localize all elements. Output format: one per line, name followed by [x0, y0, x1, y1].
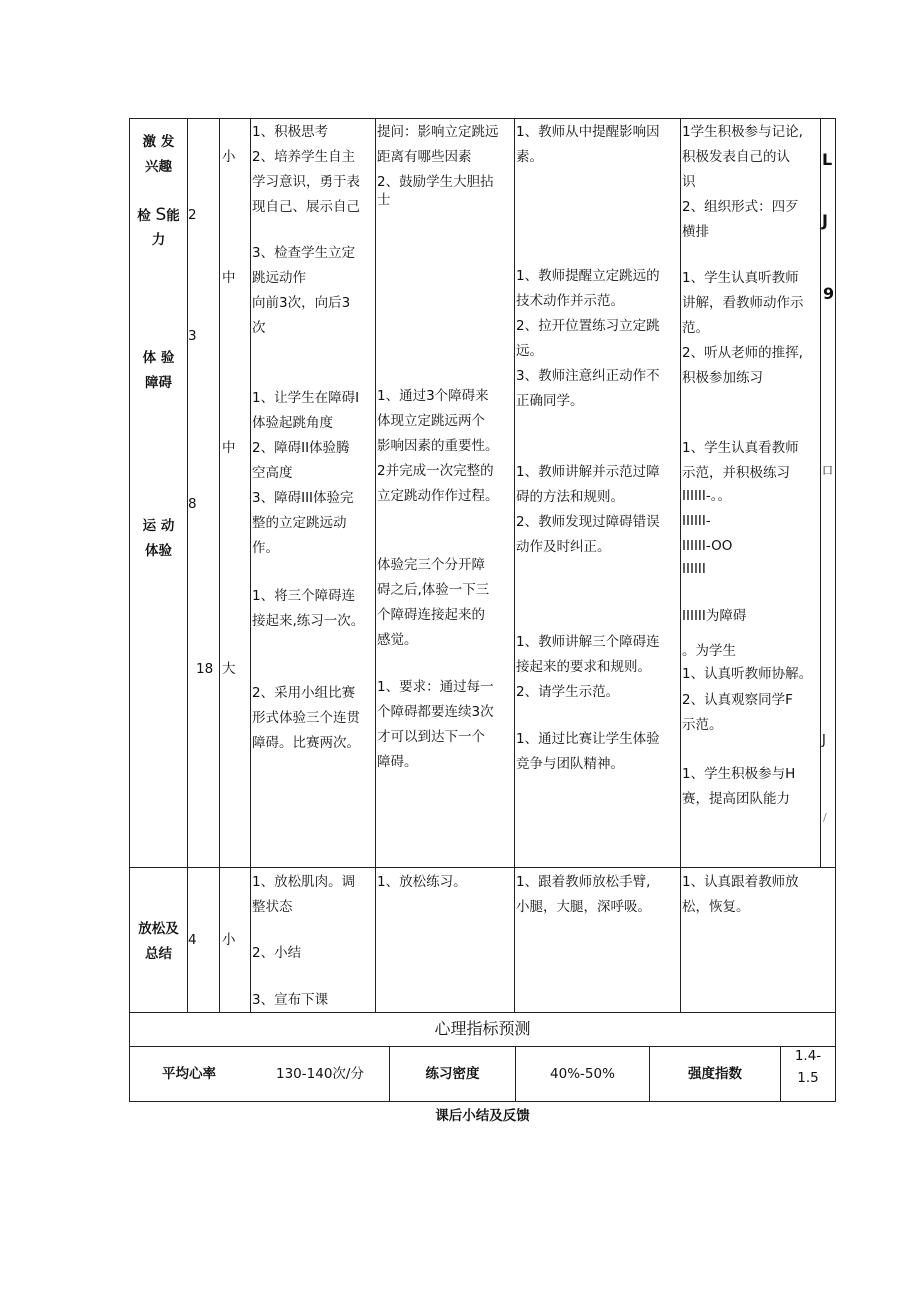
side-mark: J	[822, 211, 828, 230]
col-divider-intensity	[219, 118, 220, 1012]
goal-line: 1、积极思考	[252, 124, 329, 140]
goal-line: 2、障碍II体验腾	[252, 440, 350, 456]
student-line: 1、认真听教师协解。	[682, 666, 813, 682]
student-line: 识	[682, 174, 696, 190]
student-line: 范。	[682, 320, 709, 336]
goal-line: 3、检查学生立定	[252, 245, 356, 261]
goal-line: 体验起跳角度	[252, 415, 333, 431]
teacher-line: 2、教师发现过障碍错误	[516, 514, 660, 530]
goal-line: 作。	[252, 540, 279, 556]
side-mark: 口	[822, 464, 833, 477]
content-line: 碍之后,体验一下三	[377, 582, 490, 598]
student-line: IIIIII为障碍	[682, 608, 747, 624]
student-line: 横排	[682, 224, 709, 240]
row-divider-psych-heading	[129, 1012, 836, 1013]
avg-heart-rate-label: 平均心率	[162, 1066, 216, 1082]
content-line: 2并完成一次完整的	[377, 463, 494, 479]
student-line: 。为学生	[682, 643, 736, 659]
relax-teacher-line: 1、跟着教师放松手臂,	[516, 874, 651, 890]
relax-goal-line: 整状态	[252, 899, 293, 915]
table-bottom-border	[129, 1101, 836, 1102]
goal-line: 学习意识，勇于表	[252, 174, 360, 190]
goal-line: 接起来,练习一次。	[252, 613, 365, 629]
content-line: 立定跳动作作过程。	[377, 488, 499, 504]
time-value: 4	[188, 932, 197, 948]
student-line: IIIIII	[682, 561, 706, 577]
density-value: 40%-50%	[550, 1066, 615, 1082]
student-line: 1、学生认真看教师	[682, 440, 799, 456]
student-line: 1、学生积极参与H	[682, 766, 796, 782]
teacher-line: 1、教师从中提醒影响因	[516, 124, 660, 140]
content-line: 1、要求：通过每一	[377, 679, 494, 695]
after-class-summary-title: 课后小结及反馈	[435, 1108, 530, 1124]
goal-line: 空高度	[252, 465, 293, 481]
student-line: IIIIII-OO	[682, 538, 733, 554]
teacher-line: 素。	[516, 149, 543, 165]
label-line: 运 动	[142, 518, 175, 534]
col-divider-time	[187, 118, 188, 1012]
label-part: 能	[166, 208, 180, 224]
side-mark: L	[822, 150, 833, 169]
teacher-line: 1、教师讲解并示范过障	[516, 464, 660, 480]
teacher-line: 2、拉开位置练习立定跳	[516, 318, 660, 334]
intensity-index-value-line2: 1.5	[797, 1070, 819, 1086]
content-line: 体验完三个分开障	[377, 557, 485, 573]
content-line: 距离有哪些因素	[377, 149, 472, 165]
content-line: 体现立定跳远两个	[377, 413, 485, 429]
row-divider-relax	[129, 867, 836, 868]
teacher-line: 碍的方法和规则。	[516, 489, 624, 505]
teacher-line: 远。	[516, 343, 543, 359]
relax-content-line: 1、放松练习。	[377, 874, 467, 890]
psych-heading: 心理指标预测	[434, 1019, 531, 1038]
side-mark: 9	[823, 284, 835, 303]
goal-line: 向前3次，向后3	[252, 295, 351, 311]
teacher-line: 正确同学。	[516, 393, 584, 409]
goal-line: 1、让学生在障碍I	[252, 390, 360, 406]
intensity-value: 小	[222, 149, 236, 165]
content-line: 提问：影响立定跳远	[377, 124, 499, 140]
relax-goal-line: 3、宣布下课	[252, 992, 329, 1008]
content-line: 2、鼓励学生大胆拈	[377, 174, 494, 190]
goal-line: 1、将三个障碍连	[252, 588, 356, 604]
teacher-line: 1、通过比赛让学生体验	[516, 731, 660, 747]
goal-line: 整的立定跳远动	[252, 515, 347, 531]
relax-student-line: 松，恢复。	[682, 899, 750, 915]
student-line: 2、听从老师的推挥,	[682, 345, 803, 361]
student-line: 示范。	[682, 717, 723, 733]
teacher-line: 2、请学生示范。	[516, 684, 620, 700]
time-value: 2	[188, 207, 197, 223]
content-line: 感觉。	[377, 632, 418, 648]
side-mark: J	[822, 733, 826, 748]
content-line: 个障碍连接起来的	[377, 607, 485, 623]
goal-line: 形式体验三个连贯	[252, 710, 360, 726]
label-line: 障碍	[145, 375, 172, 391]
intensity-value: 中	[222, 440, 236, 456]
student-line: 积极参加练习	[682, 370, 763, 386]
goal-line: 3、障碍III体验完	[252, 490, 354, 506]
teacher-line: 1、教师讲解三个障碍连	[516, 634, 660, 650]
col-divider-content	[375, 118, 376, 1012]
table-top-border	[129, 118, 836, 119]
student-line: 2、组织形式：四歹	[682, 199, 799, 215]
student-line: 示范，并积极练习	[682, 465, 790, 481]
label-line: 总结	[145, 946, 172, 962]
label-line: 力	[151, 232, 166, 248]
label-line: 放松及	[138, 921, 179, 937]
student-line: 赛，提高团队能力	[682, 791, 790, 807]
col-divider-student	[680, 118, 681, 1012]
col-divider-teacher	[514, 118, 515, 1012]
avg-heart-rate-value: 130-140次/分	[276, 1066, 364, 1082]
label-part: 检	[137, 208, 151, 224]
content-line: 1、通过3个障碍来	[377, 388, 489, 404]
relax-goal-line: 1、放松肌肉。调	[252, 874, 356, 890]
student-line: IIIIII-。。	[682, 488, 732, 504]
intensity-value: 中	[222, 270, 236, 286]
student-line: 积极发表自己的认	[682, 149, 790, 165]
content-line: 影响因素的重要性。	[377, 438, 499, 454]
teacher-line: 3、教师注意纠正动作不	[516, 368, 660, 384]
relax-teacher-line: 小腿，大腿，深呼吸。	[516, 899, 651, 915]
student-line: IIIIII-	[682, 513, 711, 529]
row-divider-psych-values	[129, 1046, 836, 1047]
label-line: 体验	[145, 543, 172, 559]
content-line: 才可以到达下一个	[377, 729, 485, 745]
teacher-line: 动作及时纠正。	[516, 539, 611, 555]
label-line: 体 验	[142, 350, 175, 366]
side-mark: /	[823, 811, 827, 824]
content-line: 个障碍都要连续3次	[377, 704, 494, 720]
intensity-value: 小	[222, 932, 236, 948]
teacher-line: 1、教师提醒立定跳远的	[516, 268, 660, 284]
goal-line: 2、培养学生自主	[252, 149, 356, 165]
label-line: 激 发	[142, 134, 175, 150]
time-value: 3	[188, 328, 197, 344]
relax-goal-line: 2、小结	[252, 945, 302, 961]
student-line: 1、学生认真听教师	[682, 270, 799, 286]
student-line: 讲解，看教师动作示	[682, 295, 804, 311]
table-right-border	[835, 118, 836, 1101]
col-divider-goals	[250, 118, 251, 1012]
time-value: 8	[188, 496, 197, 512]
time-value: 18	[196, 661, 214, 677]
goal-line: 跳远动作	[252, 270, 306, 286]
label-line: 兴趣	[145, 159, 172, 175]
goal-line: 障碍。比赛两次。	[252, 735, 360, 751]
density-label: 练习密度	[425, 1066, 480, 1082]
goal-line: 2、采用小组比赛	[252, 685, 356, 701]
content-line: 障碍。	[377, 754, 418, 770]
intensity-value: 大	[222, 661, 236, 677]
intensity-index-value-line1: 1.4-	[794, 1048, 822, 1064]
goal-line: 现自己、展示自己	[252, 199, 360, 215]
col-divider-side	[820, 118, 821, 867]
teacher-line: 接起来的要求和规则。	[516, 659, 651, 675]
teacher-line: 竞争与团队精神。	[516, 756, 624, 772]
goal-line: 次	[252, 320, 266, 336]
content-line: 士	[377, 192, 391, 208]
student-line: 1学生积极参与记论,	[682, 124, 803, 140]
student-line: 2、认真观察同学F	[682, 692, 793, 708]
teacher-line: 技术动作并示范。	[516, 293, 624, 309]
relax-student-line: 1、认真跟着教师放	[682, 874, 799, 890]
intensity-index-label: 强度指数	[688, 1066, 742, 1082]
label-line	[130, 203, 187, 229]
label-part: S	[155, 205, 167, 225]
